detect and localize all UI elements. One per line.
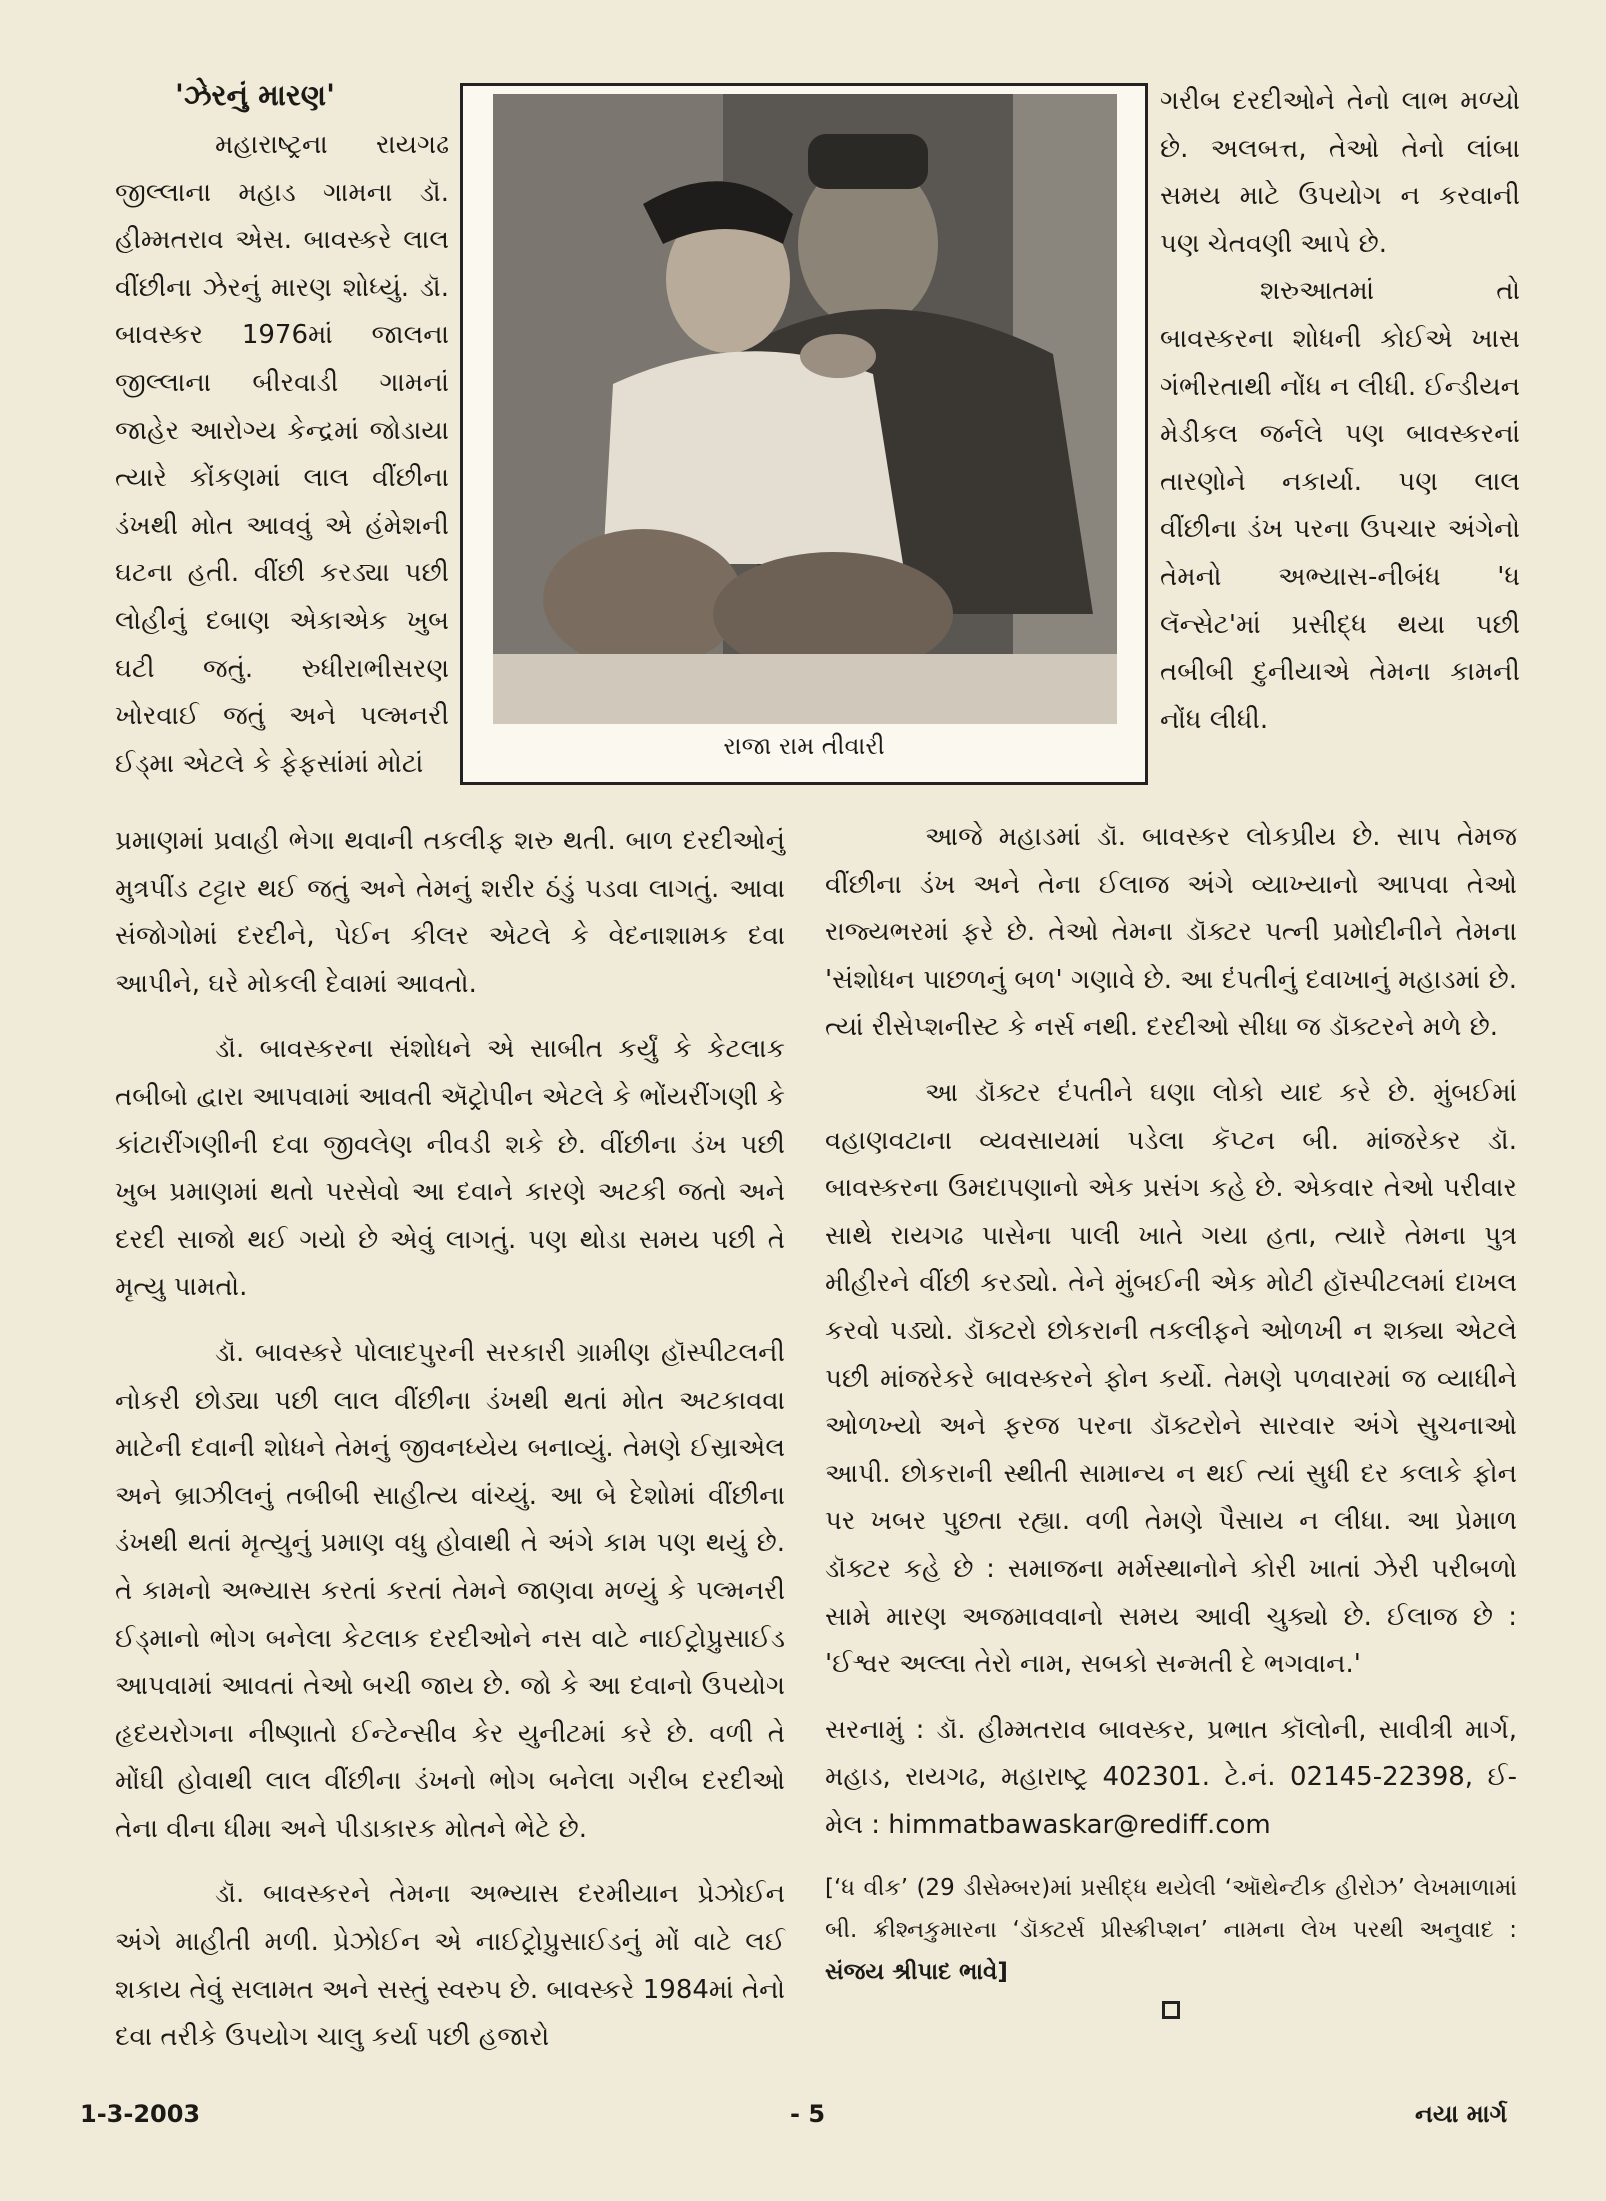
paragraph: પ્રમાણમાં પ્રવાહી ભેગા થવાની તકલીફ શરુ થતી. બાળ દરદીઓનું મુત્રપીંડ ટટ્ટાર થઈ જતું અને તેમનું શરીર ઠંડું પડવા લાગતું. આવા સંજોગોમાં દરદીને, પેઈન કીલર એટલે કે વેદનાશામક દવા આપીને, ઘરે મોકલી દેવામાં આવતો. — [115, 826, 785, 999]
end-of-article-icon — [1162, 2001, 1180, 2019]
footer-page-number: - 5 — [790, 2100, 826, 2128]
paragraph: આજે મહાડમાં ડૉ. બાવસ્કર લોકપ્રીય છે. સાપ તેમજ વીંછીના ડંખ અને તેના ઈલાજ અંગે વ્યાખ્યાનો આપવા તેઓ રાજ્યભરમાં ફરે છે. તેઓ તેમના ડૉક્ટર પત્ની પ્રમોદીનીને તેમના 'સંશોધન પાછળનું બળ' ગણાવે છે. આ દંપતીનું દવાખાનું મહાડમાં છે. ત્યાં રીસેપ્શનીસ્ટ કે નર્સ નથી. દરદીઓ સીધા જ ડૉક્ટરને મળે છે. — [825, 822, 1517, 1043]
paragraph: ગરીબ દરદીઓને તેનો લાભ મળ્યો છે. અલબત્ત, તેઓ તેનો લાંબા સમય માટે ઉપયોગ ન કરવાની પણ ચેતવણી આપે છે. — [1160, 86, 1520, 259]
translator-name: સંજય શ્રીપાદ ભાવે] — [825, 1959, 1008, 1986]
article-column-left-bottom — [115, 818, 785, 2062]
paragraph: ડૉ. બાવસ્કરને તેમના અભ્યાસ દરમીયાન પ્રેઝોઈન અંગે માહીતી મળી. પ્રેઝોઈન એ નાઈટ્રોપ્રુસાઈડનું મોં વાટે લઈ શકાય તેવું સલામત અને સસ્તું સ્વરુપ છે. બાવસ્કરે 1984માં તેનો દવા તરીકે ઉપયોગ ચાલુ કર્યા પછી હજારો — [115, 1879, 786, 2053]
article-column-right-top — [1160, 78, 1520, 744]
translation-note-text: [‘ધ વીક’ (29 ડીસેમ્બર)માં પ્રસીદ્ધ થયેલી ‘ઑથેન્ટીક હીરોઝ’ લેખમાળામાં બી. ક્રીશ્નકુમારના ‘ડૉક્ટર્સ પ્રીસ્ક્રીપ્શન’ નામના લેખ પરથી અનુવાદ : — [825, 1875, 1517, 1944]
paragraph: ડૉ. બાવસ્કરના સંશોધને એ સાબીત કર્યું કે કેટલાક તબીબો દ્વારા આપવામાં આવતી ઍટ્રોપીન એટલે કે ભોંયરીંગણી કે કાંટારીંગણીની દવા જીવલેણ નીવડી શકે છે. વીંછીના ડંખ પછી ખુબ પ્રમાણમાં થતો પરસેવો આ દવાને કારણે અટકી જતો અને દરદી સાજો થઈ ગયો છે એવું લાગતું. પણ થોડા સમય પછી તે મૃત્યુ પામતો. — [115, 1034, 785, 1303]
photo-caption: રાજા રામ તીવારી — [723, 732, 885, 760]
footer-magazine-name: નયા માર્ગ — [1415, 2100, 1508, 2128]
address-paragraph: સરનામું : ડૉ. હીમ્મતરાવ બાવસ્કર, પ્રભાત કૉલોની, સાવીત્રી માર્ગ, મહાડ, રાયગઢ, મહારાષ્ટ્ર 402301. ટે.નં. 02145-22398, ઈ-મેલ : himmatbawaskar@rediff.com — [825, 1714, 1517, 1840]
article-heading: 'ઝેરનું મારણ' — [175, 78, 335, 112]
footer-date: 1-3-2003 — [80, 2100, 201, 2128]
paragraph: ડૉ. બાવસ્કરે પોલાદપુરની સરકારી ગ્રામીણ હૉસ્પીટલની નોકરી છોડ્યા પછી લાલ વીંછીના ડંખથી થતાં મોત અટકાવવા માટેની દવાની શોધને તેમનું જીવનધ્યેય બનાવ્યું. તેમણે ઈસ્રાએલ અને બ્રાઝીલનું તબીબી સાહીત્ય વાંચ્યું. આ બે દેશોમાં વીંછીના ડંખથી થતાં મૃત્યુનું પ્રમાણ વધુ હોવાથી તે અંગે કામ પણ થયું છે. તે કામનો અભ્યાસ કરતાં કરતાં તેમને જાણવા મળ્યું કે પલ્મનરી ઈડ્માનો ભોગ બનેલા કેટલાક દરદીઓને નસ વાટે નાઈટ્રોપ્રુસાઈડ આપવામાં આવતાં તેઓ બચી જાય છે. જો કે આ દવાનો ઉપયોગ હૃદયરોગના નીષ્ણાતો ઈન્ટેન્સીવ કેર યુનીટમાં કરે છે. વળી તે મોંઘી હોવાથી લાલ વીંછીના ડંખનો ભોગ બનેલા ગરીબ દરદીઓ તેના વીના ધીમા અને પીડાકારક મોતને ભેટે છે. — [115, 1337, 785, 1844]
photo-doctor-with-child — [493, 94, 1117, 724]
translation-note — [825, 1867, 1517, 1993]
photo-box — [460, 83, 1148, 785]
paragraph: શરુઆતમાં તો બાવસ્કરના શોધની કોઈએ ખાસ ગંભીરતાથી નોંધ ન લીધી. ઈન્ડીયન મેડીકલ જર્નલે પણ બાવસ્કરનાં તારણોને નકાર્યા. પણ લાલ વીંછીના ડંખ પરના ઉપચાર અંગેનો તેમનો અભ્યાસ-નીબંધ 'ધ લૅન્સેટ'માં પ્રસીદ્ધ થયા પછી તબીબી દુનીયાએ તેમના કામની નોંધ લીધી. — [1160, 276, 1520, 735]
photo-illustration — [493, 94, 1117, 724]
article-column-right-bottom — [825, 814, 1517, 2019]
article-column-left-top — [115, 122, 449, 788]
paragraph: આ ડૉક્ટર દંપતીને ઘણા લોકો યાદ કરે છે. મુંબઈમાં વહાણવટાના વ્યવસાયમાં પડેલા કૅપ્ટન બી. માંજરેકર ડૉ. બાવસ્કરના ઉમદાપણાનો એક પ્રસંગ કહે છે. એકવાર તેઓ પરીવાર સાથે રાયગઢ પાસેના પાલી ખાતે ગયા હતા, ત્યારે તેમના પુત્ર મીહીરને વીંછી કરડ્યો. તેને મુંબઈની એક મોટી હૉસ્પીટલમાં દાખલ કરવો પડ્યો. ડૉક્ટરો છોકરાની તકલીફને ઓળખી ન શક્યા એટલે પછી માંજરેકરે બાવસ્કરને ફોન કર્યો. તેમણે પળવારમાં જ વ્યાધીને ઓળખ્યો અને ફરજ પરના ડૉક્ટરોને સારવાર અંગે સુચનાઓ આપી. છોકરાની સ્થીતી સામાન્ય ન થઈ ત્યાં સુધી દર કલાકે ફોન પર ખબર પુછતા રહ્યા. વળી તેમણે પૈસાય ન લીધા. આ પ્રેમાળ ડૉક્ટર કહે છે : સમાજના મર્મસ્થાનોને કોરી ખાતાં ઝેરી પરીબળો સામે મારણ અજમાવવાનો સમય આવી ચુક્યો છે. ઈલાજ છે : 'ઈશ્વર અલ્લા તેરો નામ, સબકો સન્મતી દે ભગવાન.' — [825, 1077, 1517, 1680]
paragraph: મહારાષ્ટ્રના રાયગઢ જીલ્લાના મહાડ ગામના ડૉ. હીમ્મતરાવ એસ. બાવસ્કરે લાલ વીંછીના ઝેરનું મારણ શોધ્યું. ડૉ. બાવસ્કર 1976માં જાલના જીલ્લાના બીરવાડી ગામનાં જાહેર આરોગ્ય કેન્દ્રમાં જોડાયા ત્યારે કોંકણમાં લાલ વીંછીના ડંખથી મોત આવવું એ હંમેશની ઘટના હતી. વીંછી કરડ્યા પછી લોહીનું દબાણ એકાએક ખુબ ઘટી જતું. રુધીરાભીસરણ ખોરવાઈ જતું અને પલ્મનરી ઈડ્મા એટલે કે ફેફસાંમાં મોટાં — [115, 130, 449, 779]
